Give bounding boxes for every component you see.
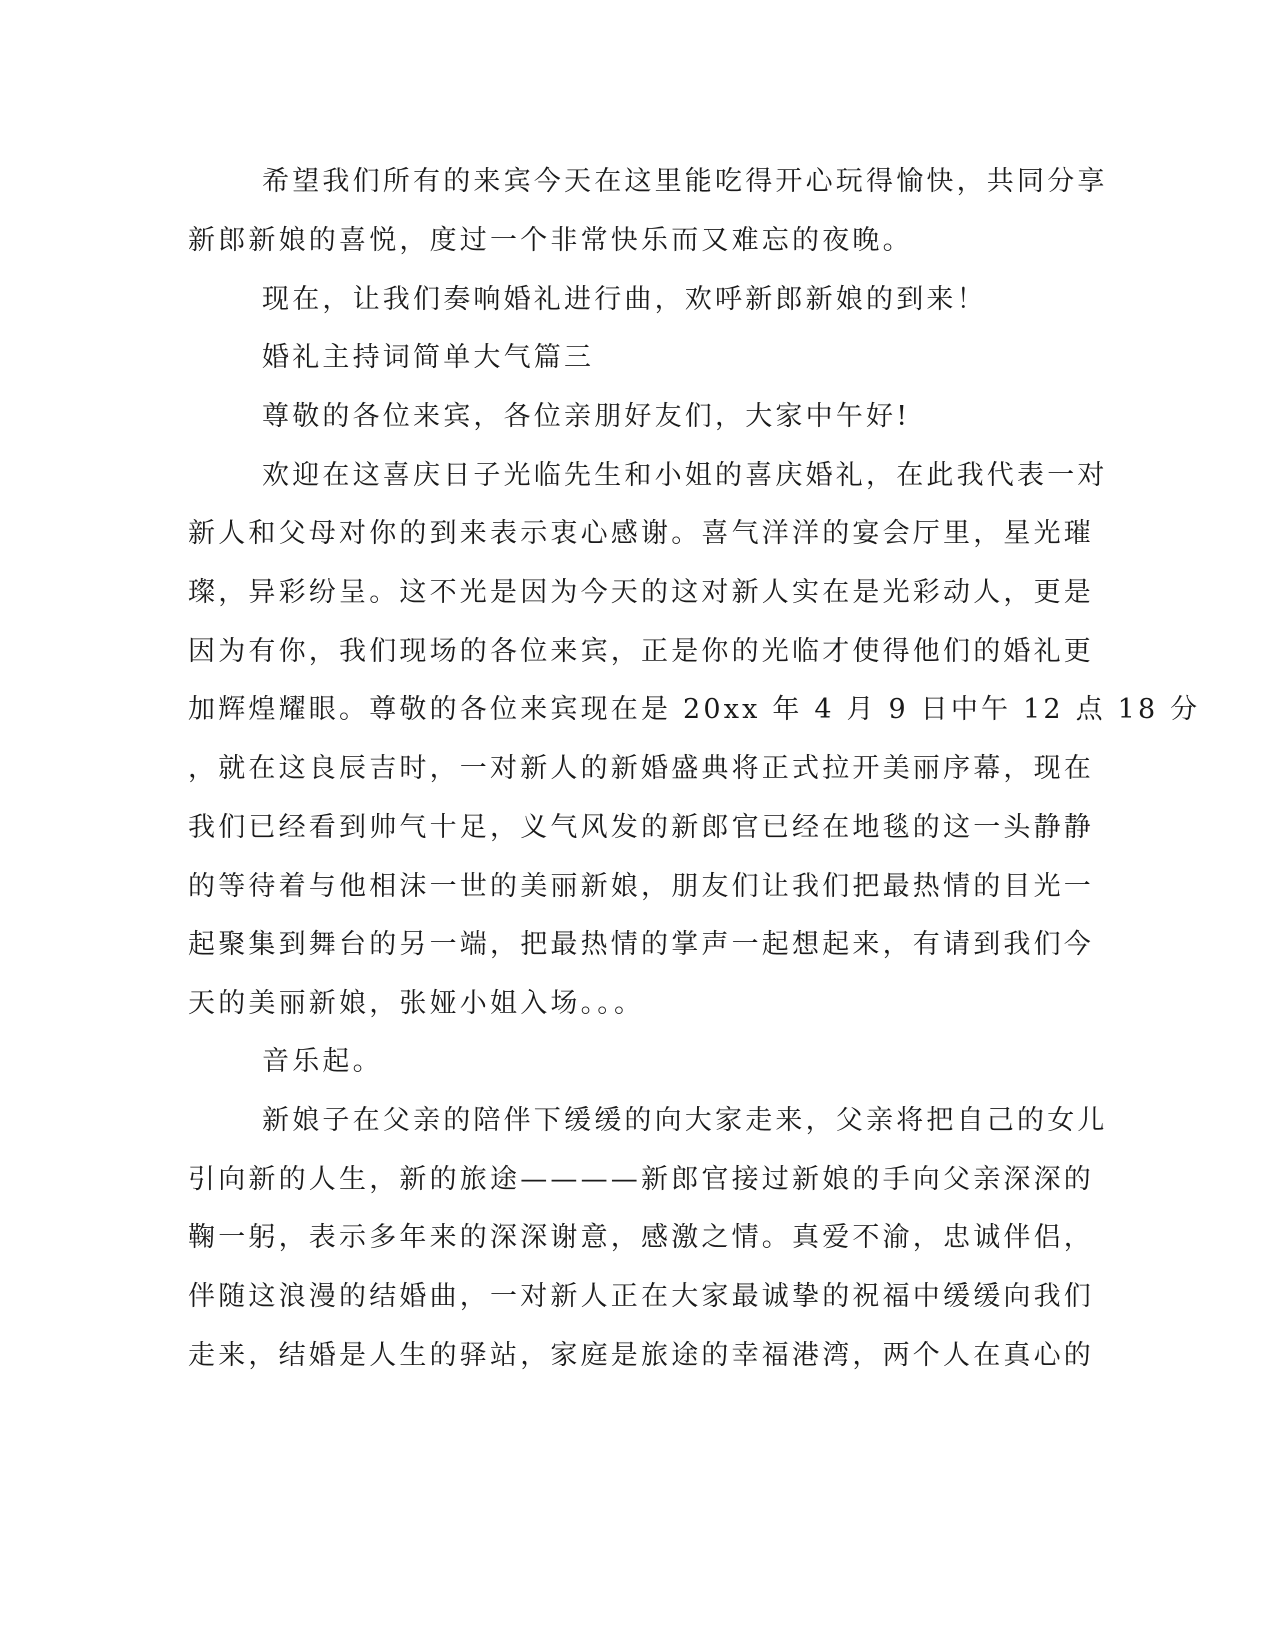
paragraph-line: 音乐起。 (262, 1046, 383, 1077)
paragraph-line: 尊敬的各位来宾，各位亲朋好友们，大家中午好! (262, 401, 911, 432)
paragraph-line: 加辉煌耀眼。尊敬的各位来宾现在是 20xx 年 4 月 9 日中午 12 点 18 分 (188, 694, 1201, 725)
paragraph-line: ，就在这良辰吉时，一对新人的新婚盛典将正式拉开美丽序幕，现在 (188, 753, 1094, 784)
paragraph-line: 鞠一躬，表示多年来的深深谢意，感激之情。真爱不渝，忠诚伴侣， (188, 1222, 1094, 1253)
paragraph-line: 因为有你，我们现场的各位来宾，正是你的光临才使得他们的婚礼更 (188, 636, 1094, 667)
section-heading: 婚礼主持词简单大气篇三 (262, 342, 595, 373)
paragraph-line: 现在，让我们奏响婚礼进行曲，欢呼新郎新娘的到来！ (262, 284, 987, 315)
paragraph-line: 伴随这浪漫的结婚曲，一对新人正在大家最诚挚的祝福中缓缓向我们 (188, 1281, 1094, 1312)
paragraph-line: 希望我们所有的来宾今天在这里能吃得开心玩得愉快，共同分享 (262, 166, 1108, 197)
paragraph-line: 新娘子在父亲的陪伴下缓缓的向大家走来，父亲将把自己的女儿 (262, 1105, 1108, 1136)
paragraph-line: 新人和父母对你的到来表示衷心感谢。喜气洋洋的宴会厅里，星光璀 (188, 518, 1094, 549)
paragraph-line: 欢迎在这喜庆日子光临先生和小姐的喜庆婚礼，在此我代表一对 (262, 460, 1108, 491)
paragraph-line: 我们已经看到帅气十足，义气风发的新郎官已经在地毯的这一头静静 (188, 812, 1094, 843)
paragraph-line: 引向新的人生，新的旅途————新郎官接过新娘的手向父亲深深的 (188, 1164, 1094, 1195)
paragraph-line: 天的美丽新娘，张娅小姐入场。。。 (188, 988, 645, 1019)
paragraph-line: 走来，结婚是人生的驿站，家庭是旅途的幸福港湾，两个人在真心的 (188, 1340, 1094, 1371)
paragraph-line: 起聚集到舞台的另一端，把最热情的掌声一起想起来，有请到我们今 (188, 929, 1094, 960)
paragraph-line: 新郎新娘的喜悦，度过一个非常快乐而又难忘的夜晚。 (188, 225, 913, 256)
paragraph-line: 的等待着与他相沫一世的美丽新娘，朋友们让我们把最热情的目光一 (188, 871, 1094, 902)
paragraph-line: 璨，异彩纷呈。这不光是因为今天的这对新人实在是光彩动人，更是 (188, 577, 1094, 608)
